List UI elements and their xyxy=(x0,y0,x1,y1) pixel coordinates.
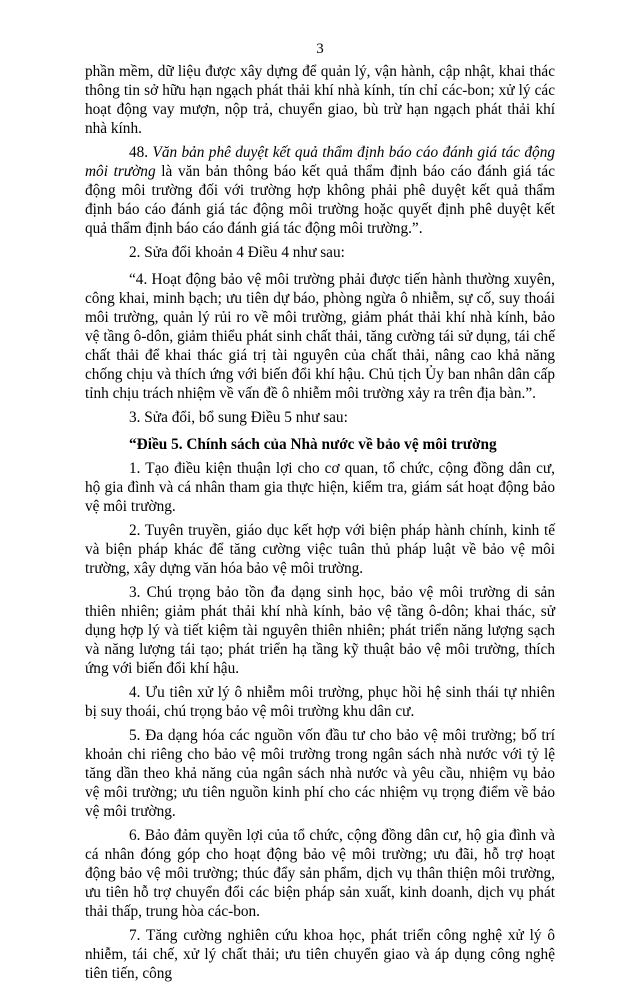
article-5-item-2: 2. Tuyên truyền, giáo dục kết hợp với biện pháp hành chính, kinh tế và biện pháp khác để tăng cường việc tuân thủ pháp luật về bảo vệ môi trường, xây dựng văn hóa bảo vệ môi trường. xyxy=(85,522,555,577)
page-number: 3 xyxy=(316,41,324,57)
article-5-item-6: 6. Bảo đảm quyền lợi của tổ chức, cộng đồng dân cư, hộ gia đình và cá nhân đóng góp cho hoạt động bảo vệ môi trường; ưu đãi, hỗ trợ hoạt động bảo vệ môi trường; thúc đẩy sản phẩm, dịch vụ thân thiện môi trường, ưu tiên hỗ trợ chuyển đổi các biện pháp sản xuất, kinh doanh, dịch vụ phát thải thấp, trung hòa các-bon. xyxy=(85,827,555,920)
amendment-clause-2: 2. Sửa đổi khoản 4 Điều 4 như sau: xyxy=(129,244,345,261)
definition-number: 48. xyxy=(129,144,153,161)
amendment-clause-3: 3. Sửa đổi, bổ sung Điều 5 như sau: xyxy=(129,409,348,426)
definition-48 xyxy=(85,143,555,238)
article-5-heading: “Điều 5. Chính sách của Nhà nước về bảo vệ môi trường xyxy=(129,436,497,453)
paragraph-continuation: phần mềm, dữ liệu được xây dựng để quản lý, vận hành, cập nhật, khai thác thông tin sở hữu hạn ngạch phát thải khí nhà kính, tín chỉ các-bon; xử lý các hoạt động vay mượn, nộp trả, chuyển giao, bù trừ hạn ngạch phát thải khí nhà kính. xyxy=(85,63,555,137)
definition-term: Văn bản phê duyệt kết quả thẩm định báo cáo đánh giá tác động môi trường xyxy=(85,144,555,180)
article-5-item-4: 4. Ưu tiên xử lý ô nhiễm môi trường, phục hồi hệ sinh thái tự nhiên bị suy thoái, chú trọng bảo vệ môi trường khu dân cư. xyxy=(85,684,555,720)
article-5-item-3: 3. Chú trọng bảo tồn đa dạng sinh học, bảo vệ môi trường di sản thiên nhiên; giảm phát thải khí nhà kính, bảo vệ tầng ô-dôn; khai thác, sử dụng hợp lý và tiết kiệm tài nguyên thiên nhiên; phát triển năng lượng sạch và năng lượng tái tạo; phát triển hạ tầng kỹ thuật bảo vệ môi trường, thích ứng với biến đổi khí hậu. xyxy=(85,584,555,677)
amended-clause-4: “4. Hoạt động bảo vệ môi trường phải được tiến hành thường xuyên, công khai, minh bạch; ưu tiên dự báo, phòng ngừa ô nhiễm, sự cố, suy thoái môi trường, quản lý rủi ro về môi trường, giảm phát thải khí nhà kính, bảo vệ tầng ô-dôn, giảm thiểu phát sinh chất thải, tăng cường tái sử dụng, tái chế chất thải để khai thác giá trị tài nguyên của chất thải, nâng cao khả năng chống chịu và thích ứng với biến đổi khí hậu. Chủ tịch Ủy ban nhân dân cấp tỉnh chịu trách nhiệm về vấn đề ô nhiễm môi trường xảy ra trên địa bàn.”. xyxy=(85,271,555,402)
article-5-item-1: 1. Tạo điều kiện thuận lợi cho cơ quan, tổ chức, cộng đồng dân cư, hộ gia đình và cá nhân tham gia thực hiện, kiểm tra, giám sát hoạt động bảo vệ môi trường. xyxy=(85,460,555,515)
document-body xyxy=(85,62,555,988)
article-5-item-7: 7. Tăng cường nghiên cứu khoa học, phát triển công nghệ xử lý ô nhiễm, tái chế, xử lý chất thải; ưu tiên chuyển giao và áp dụng công nghệ tiên tiến, công xyxy=(85,927,555,982)
article-5-item-5: 5. Đa dạng hóa các nguồn vốn đầu tư cho bảo vệ môi trường; bố trí khoản chi riêng cho bảo vệ môi trường trong ngân sách nhà nước với tỷ lệ tăng dần theo khả năng của ngân sách nhà nước và yêu cầu, nhiệm vụ bảo vệ môi trường; ưu tiên nguồn kinh phí cho các nhiệm vụ trọng điểm về bảo vệ môi trường. xyxy=(85,727,555,820)
definition-text: là văn bản thông báo kết quả thẩm định báo cáo đánh giá tác động môi trường đối với trường hợp không phải phê duyệt kết quả thẩm định báo cáo đánh giá tác động môi trường hoặc quyết định phê duyệt kết quả thẩm định báo cáo đánh giá tác động môi trường.”. xyxy=(85,163,555,237)
